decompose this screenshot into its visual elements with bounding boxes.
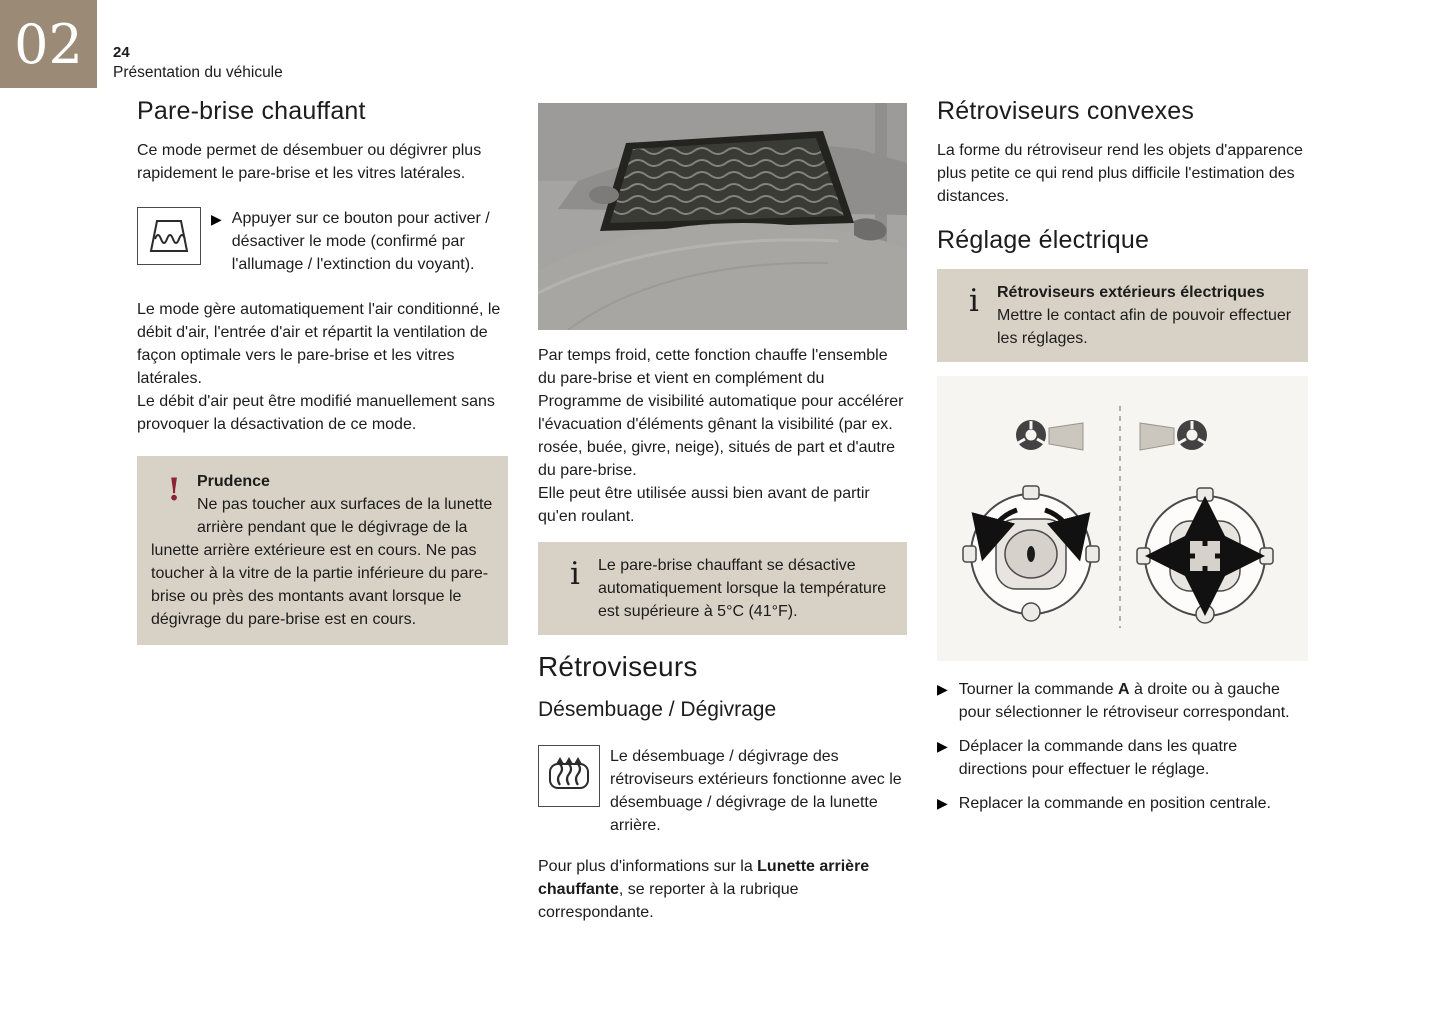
heated-windshield-body-2: Le débit d'air peut être modifié manuellement sans provoquer la désactivation de ce mode.	[137, 393, 495, 433]
content-columns	[137, 96, 1308, 924]
heated-windshield-body-1: Le mode gère automatiquement l'air conditionné, le débit d'air, l'entrée d'air et répartit la ventilation de façon optimale vers le pare-brise et les vitres latérales.	[137, 301, 501, 387]
info-box-electric-mirrors	[937, 269, 1308, 362]
page-number: 24	[113, 44, 130, 61]
heated-windshield-intro: Ce mode permet de désembuer ou dégivrer plus rapidement le pare-brise et les vitres latérales.	[137, 142, 482, 182]
column-windshield-function	[538, 96, 907, 924]
mirror-more-info	[538, 855, 907, 924]
info-icon: i	[570, 556, 580, 592]
step-2-pre: Déplacer la commande dans les quatre directions pour effectuer le réglage.	[958, 738, 1238, 778]
section-title-electric-adjustment: Réglage électrique	[937, 226, 1150, 254]
adjustment-step-1	[937, 678, 1308, 724]
chapter-tab	[0, 0, 97, 88]
adjustment-step-2-text	[959, 735, 1308, 781]
arrow-bullet-icon: ▶	[937, 738, 948, 754]
mirror-defog-text: Le désembuage / dégivrage des rétroviseurs extérieurs fonctionne avec le désembuage / dégivrage de la lunette arrière.	[610, 748, 902, 834]
info-icon: i	[969, 283, 979, 319]
section-title-heated-windshield: Pare-brise chauffant	[137, 97, 366, 125]
warning-text: Ne pas toucher aux surfaces de la lunette arrière pendant que le dégivrage de la lunette arrière extérieure est en cours. Ne pas toucher à la vitre de la partie inférieure du pare-brise ou près des montants avant lorsque le dégivrage du pare-brise est en cours.	[151, 496, 493, 628]
heated-windshield-button-instruction: Appuyer sur ce bouton pour activer / désactiver le mode (confirmé par l'allumage / l'extinction du voyant).	[231, 210, 490, 273]
info-box-windshield	[538, 542, 907, 635]
adjustment-step-3-text	[959, 792, 1308, 815]
mirror-control-diagram-frame	[937, 376, 1308, 661]
windshield-function-body-1: Par temps froid, cette fonction chauffe l'ensemble du pare-brise et vient en complément du Programme de visibilité automatique pour accélérer l'évacuation d'éléments gênant la visibilité (par ex. rosée, buée, givre, neige), situés de part et d'autre du pare-brise.	[538, 347, 904, 479]
adjustment-step-2	[937, 735, 1308, 781]
subsection-title-defog: Désembuage / Dégivrage	[538, 698, 777, 721]
chapter-number: 02	[14, 12, 83, 76]
rear-defrost-button-icon	[538, 745, 600, 807]
section-title-mirrors: Rétroviseurs	[538, 651, 698, 682]
heated-windshield-button-row	[137, 207, 508, 276]
step-1-pre: Tourner la commande	[958, 681, 1118, 698]
mirror-more-info-bold: Lunette arrière chauffante	[538, 858, 870, 898]
page-meta	[113, 44, 283, 82]
heated-windshield-photo-frame	[538, 103, 907, 330]
rear-defrost-icon	[547, 754, 591, 798]
arrow-bullet-icon: ▶	[937, 795, 948, 811]
arrow-bullet-icon: ▶	[937, 681, 948, 697]
section-title-convex-mirrors: Rétroviseurs convexes	[937, 97, 1195, 125]
chapter-title: Présentation du véhicule	[113, 64, 283, 81]
windshield-function-body-2: Elle peut être utilisée aussi bien avant de partir qu'en roulant.	[538, 485, 870, 525]
info-box-windshield-text: Le pare-brise chauffant se désactive automatiquement lorsque la température est supérieure à 5°C (41°F).	[598, 557, 887, 620]
column-convex-mirrors	[937, 96, 1308, 924]
adjustment-steps	[937, 678, 1308, 815]
adjustment-step-3	[937, 792, 1308, 815]
mirror-defog-row	[538, 745, 907, 837]
info-box-electric-title: Rétroviseurs extérieurs électriques	[997, 284, 1265, 301]
windshield-waves-icon	[147, 216, 191, 256]
column-heated-windshield	[137, 96, 508, 924]
step-1-post: à droite ou à gauche pour sélectionner le rétroviseur correspondant.	[958, 681, 1290, 721]
arrow-bullet-icon: ▶	[211, 211, 222, 227]
warning-exclamation-icon: !	[167, 472, 181, 508]
warning-title: Prudence	[197, 473, 270, 490]
info-box-electric-text: Mettre le contact afin de pouvoir effectuer les réglages.	[997, 307, 1292, 347]
warning-box	[137, 456, 508, 645]
mirror-more-info-post: , se reporter à la rubrique correspondante.	[538, 881, 799, 921]
adjustment-step-1-text	[959, 678, 1308, 724]
heated-windshield-button-icon	[137, 207, 201, 265]
mirror-more-info-pre: Pour plus d'informations sur la	[538, 858, 758, 875]
mirror-adjustment-diagram	[937, 376, 1308, 661]
step-1-bold: A	[1117, 681, 1130, 698]
convex-mirrors-body: La forme du rétroviseur rend les objets d'apparence plus petite ce qui rend plus difficile l'estimation des distances.	[937, 142, 1303, 205]
step-3-pre: Replacer la commande en position centrale.	[958, 795, 1271, 812]
heated-windshield-photo	[538, 103, 907, 330]
